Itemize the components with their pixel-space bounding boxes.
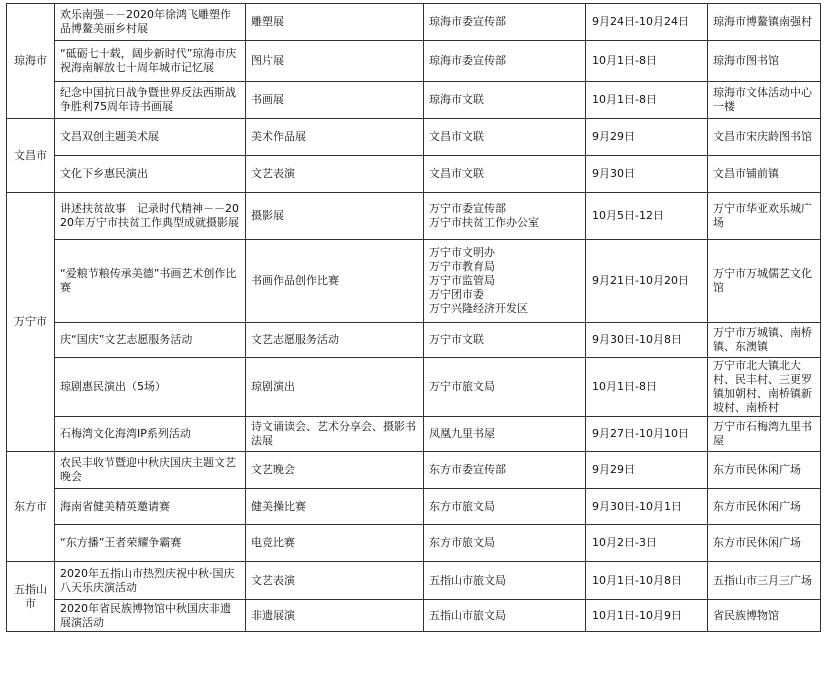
organizer-cell — [424, 156, 586, 193]
type-cell: 图片展 — [246, 41, 424, 82]
organizer-cell — [424, 489, 586, 525]
organizer-cell — [424, 600, 586, 632]
type-cell: 摄影展 — [246, 193, 424, 240]
date-cell: 9月27日-10月10日 — [586, 417, 708, 452]
table-row — [7, 323, 821, 358]
table-row — [7, 156, 821, 193]
date-cell: 10月1日-8日 — [586, 358, 708, 417]
region-cell: 琼海市 — [7, 4, 55, 119]
activity-cell: 纪念中国抗日战争暨世界反法西斯战争胜利75周年诗书画展 — [55, 82, 246, 119]
type-cell: 雕塑展 — [246, 4, 424, 41]
table-row — [7, 119, 821, 156]
date-cell: 9月30日-10月1日 — [586, 489, 708, 525]
table-row — [7, 600, 821, 632]
organizer-line: 五指山市旅文局 — [429, 608, 506, 622]
location-cell: 琼海市博鳌镇南强村 — [708, 4, 821, 41]
table-row — [7, 193, 821, 240]
location-cell: 五指山市三月三广场 — [708, 562, 821, 600]
type-cell: 美术作品展 — [246, 119, 424, 156]
organizer-cell — [424, 358, 586, 417]
organizer-cell — [424, 119, 586, 156]
events-table-body — [7, 4, 821, 632]
organizer-cell — [424, 82, 586, 119]
type-cell: 文艺志愿服务活动 — [246, 323, 424, 358]
location-cell: 万宁市北大镇北大村、民丰村、三更罗镇加朝村、南桥镇新坡村、南桥村 — [708, 358, 821, 417]
organizer-line: 万宁市文联 — [429, 333, 484, 346]
type-cell: 书画展 — [246, 82, 424, 119]
location-cell: 东方市民休闲广场 — [708, 452, 821, 489]
table-row — [7, 240, 821, 323]
date-cell: 10月2日-3日 — [586, 525, 708, 562]
organizer-cell — [424, 41, 586, 82]
date-cell: 9月30日-10月8日 — [586, 323, 708, 358]
organizer-line: 东方市旅文局 — [429, 499, 495, 513]
table-row — [7, 417, 821, 452]
type-cell: 文艺晚会 — [246, 452, 424, 489]
date-cell: 10月1日-8日 — [586, 41, 708, 82]
location-cell: 省民族博物馆 — [708, 600, 821, 632]
organizer-line: 凤凰九里书屋 — [429, 427, 495, 440]
activity-cell: “爱粮节粮传承美德”书画艺术创作比赛 — [55, 240, 246, 323]
activity-cell: 2020年省民族博物馆中秋国庆非遗展演活动 — [55, 600, 246, 632]
organizer-line: 万宁团市委 — [429, 288, 484, 301]
date-cell: 10月1日-8日 — [586, 82, 708, 119]
organizer-line: 文昌市文联 — [429, 130, 484, 143]
organizer-line: 东方市委宣传部 — [429, 463, 506, 476]
location-cell: 万宁市石梅湾九里书屋 — [708, 417, 821, 452]
location-cell: 琼海市图书馆 — [708, 41, 821, 82]
organizer-cell — [424, 240, 586, 323]
organizer-cell — [424, 4, 586, 41]
location-cell: 琼海市文体活动中心一楼 — [708, 82, 821, 119]
type-cell: 诗文诵读会、艺术分享会、摄影书法展 — [246, 417, 424, 452]
table-row — [7, 358, 821, 417]
organizer-line: 万宁市旅文局 — [429, 380, 495, 393]
date-cell: 9月24日-10月24日 — [586, 4, 708, 41]
location-cell: 万宁市万城镇、南桥镇、东澳镇 — [708, 323, 821, 358]
table-row — [7, 525, 821, 562]
region-cell: 文昌市 — [7, 119, 55, 193]
location-cell: 东方市民休闲广场 — [708, 489, 821, 525]
activity-cell: 讲述扶贫故事 记录时代精神－－2020年万宁市扶贫工作典型成就摄影展 — [55, 193, 246, 240]
activity-cell: 文化下乡惠民演出 — [55, 156, 246, 193]
activity-cell: 文昌双创主题美术展 — [55, 119, 246, 156]
type-cell: 电竞比赛 — [246, 525, 424, 562]
location-cell: 文昌市宋庆龄图书馆 — [708, 119, 821, 156]
table-row — [7, 82, 821, 119]
organizer-cell — [424, 452, 586, 489]
type-cell: 非遗展演 — [246, 600, 424, 632]
date-cell: 9月29日 — [586, 119, 708, 156]
table-row — [7, 489, 821, 525]
type-cell: 健美操比赛 — [246, 489, 424, 525]
organizer-line: 万宁兴隆经济开发区 — [429, 302, 528, 315]
table-row — [7, 4, 821, 41]
activity-cell: 琼剧惠民演出（5场） — [55, 358, 246, 417]
date-cell: 10月5日-12日 — [586, 193, 708, 240]
organizer-line: 琼海市文联 — [429, 93, 484, 106]
activity-cell: 欢乐南强－－2020年徐鸿飞雕塑作品博鳌美丽乡村展 — [55, 4, 246, 41]
date-cell: 9月21日-10月20日 — [586, 240, 708, 323]
date-cell: 9月30日 — [586, 156, 708, 193]
organizer-line: 五指山市旅文局 — [429, 573, 506, 587]
location-cell: 东方市民休闲广场 — [708, 525, 821, 562]
activity-cell: 海南省健美精英邀请赛 — [55, 489, 246, 525]
organizer-line: 东方市旅文局 — [429, 536, 495, 549]
date-cell: 10月1日-10月9日 — [586, 600, 708, 632]
organizer-cell — [424, 417, 586, 452]
organizer-line: 琼海市委宣传部 — [429, 15, 506, 28]
organizer-line: 琼海市委宣传部 — [429, 54, 506, 67]
activity-cell: 庆“国庆”文艺志愿服务活动 — [55, 323, 246, 358]
type-cell: 文艺表演 — [246, 562, 424, 600]
organizer-line: 万宁市监管局 — [429, 274, 495, 287]
region-cell: 万宁市 — [7, 193, 55, 452]
type-cell: 琼剧演出 — [246, 358, 424, 417]
organizer-line: 文昌市文联 — [429, 167, 484, 180]
type-cell: 书画作品创作比赛 — [246, 240, 424, 323]
organizer-line: 万宁市文明办 — [429, 246, 495, 259]
location-cell: 万宁市华亚欢乐城广场 — [708, 193, 821, 240]
events-table — [6, 3, 821, 632]
activity-cell: “砥砺七十载，阔步新时代”琼海市庆祝海南解放七十周年城市记忆展 — [55, 41, 246, 82]
organizer-line: 万宁市教育局 — [429, 260, 495, 273]
organizer-cell — [424, 193, 586, 240]
table-row — [7, 562, 821, 600]
region-cell: 东方市 — [7, 452, 55, 562]
region-cell: 五指山市 — [7, 562, 55, 632]
location-cell: 万宁市万城儒艺文化馆 — [708, 240, 821, 323]
organizer-cell — [424, 525, 586, 562]
date-cell: 9月29日 — [586, 452, 708, 489]
location-cell: 文昌市铺前镇 — [708, 156, 821, 193]
table-row — [7, 452, 821, 489]
activity-cell: 2020年五指山市热烈庆祝中秋·国庆八天乐庆演活动 — [55, 562, 246, 600]
date-cell: 10月1日-10月8日 — [586, 562, 708, 600]
activity-cell: “东方播”王者荣耀争霸赛 — [55, 525, 246, 562]
activity-cell: 农民丰收节暨迎中秋庆国庆主题文艺晚会 — [55, 452, 246, 489]
organizer-cell — [424, 323, 586, 358]
organizer-cell — [424, 562, 586, 600]
type-cell: 文艺表演 — [246, 156, 424, 193]
table-row — [7, 41, 821, 82]
activity-cell: 石梅湾文化海湾IP系列活动 — [55, 417, 246, 452]
organizer-line: 万宁市扶贫工作办公室 — [429, 216, 539, 229]
organizer-line: 万宁市委宣传部 — [429, 202, 506, 215]
